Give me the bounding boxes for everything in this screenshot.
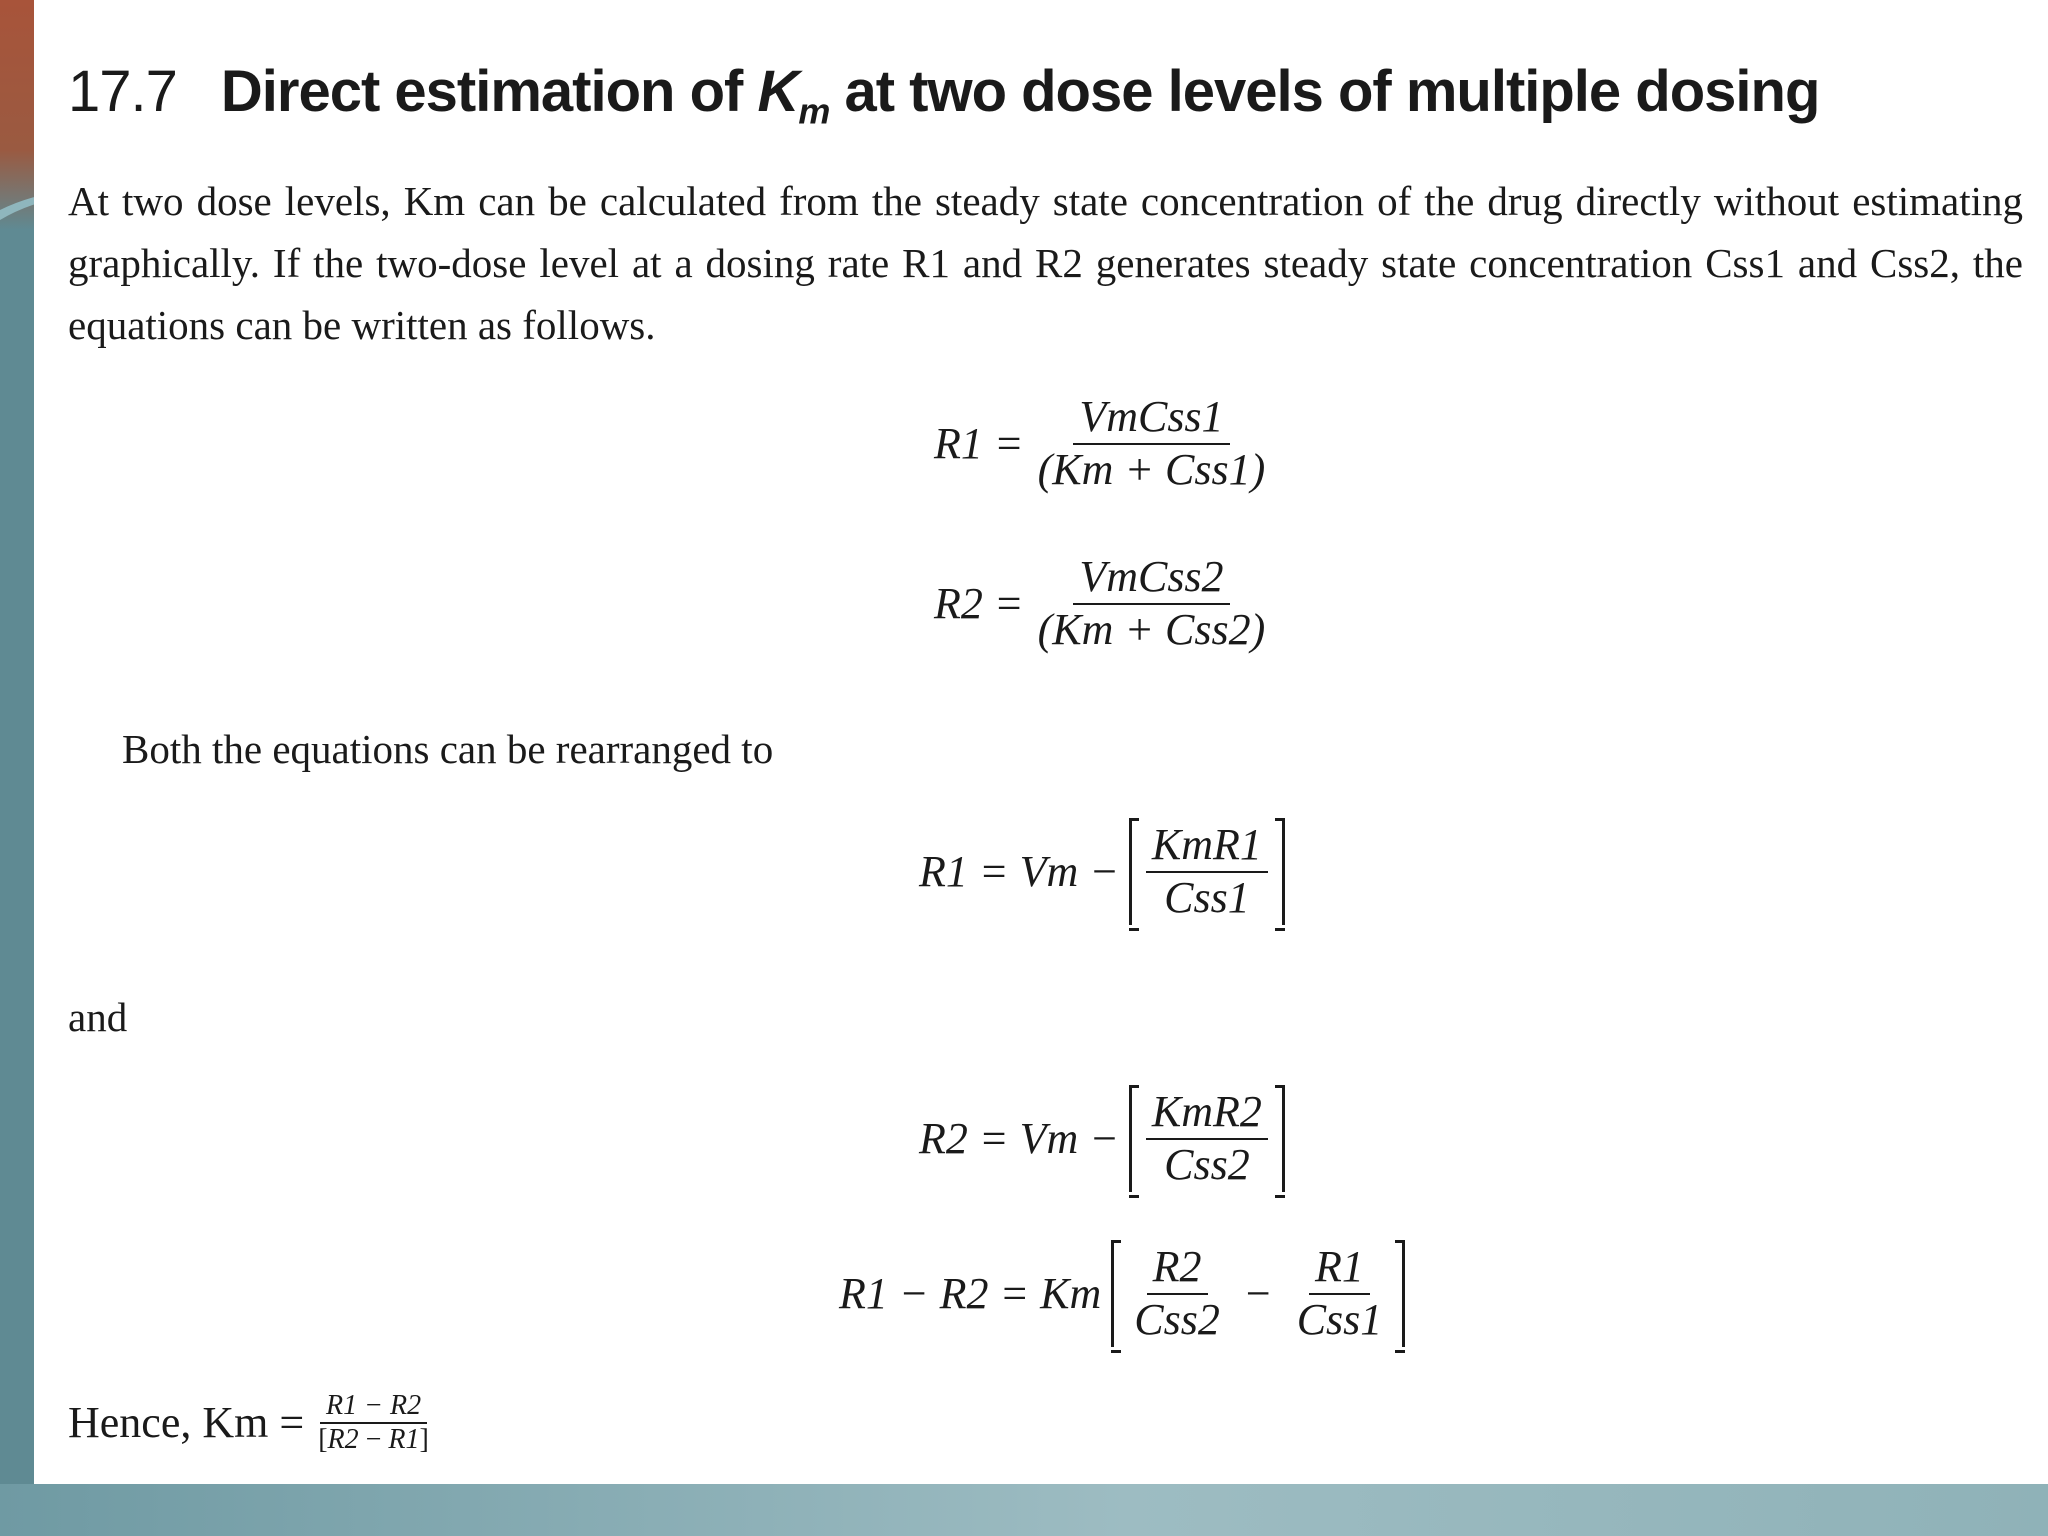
equation-fraction <box>1146 1087 1268 1190</box>
bracket-group <box>1129 1085 1285 1192</box>
fraction-denominator: [R2 − R1] <box>318 1424 429 1456</box>
fraction-numerator: KmR2 <box>1146 1087 1268 1140</box>
hence-text: Hence, Km = <box>68 1398 305 1448</box>
equation-fraction <box>1146 820 1268 923</box>
inner-numerator-b: R1 <box>388 1424 420 1456</box>
equation-fraction <box>1128 1242 1226 1345</box>
fraction-numerator: R1 <box>1309 1242 1370 1295</box>
fraction-numerator: KmR1 <box>1146 820 1268 873</box>
fraction-numerator: R1 − R2 <box>320 1390 427 1424</box>
equation-lhs: R2 = Vm − <box>919 1114 1119 1164</box>
paragraph-line-3: equations can be written as follows. <box>68 302 656 348</box>
section-title-variable <box>757 59 830 132</box>
fraction-denominator: (Km + Css1) <box>1037 444 1266 494</box>
equation-r1-rearranged <box>919 818 1285 925</box>
bracket-group <box>1129 818 1285 925</box>
equation-fraction <box>312 1390 435 1456</box>
paragraph-line-2: graphically. If the two-dose level at a dosing rate R1 and R2 generates steady state concentration Css1 and Css2, the <box>68 240 2023 286</box>
slide-footer-band <box>0 1484 2048 1536</box>
km-symbol: K <box>757 59 799 124</box>
equation-fraction <box>1032 392 1272 495</box>
equation-fraction <box>1291 1242 1389 1345</box>
fraction-denominator: Css1 <box>1164 872 1250 922</box>
section-title-prefix: Direct estimation of <box>220 59 758 124</box>
equation-r2 <box>934 552 1279 655</box>
fraction-denominator: Css2 <box>1134 1294 1220 1344</box>
paragraph-line-1: At two dose levels, Km can be calculated from the steady state concentration of the drug directly without estimating <box>68 178 2023 224</box>
fraction-denominator: (Km + Css2) <box>1037 604 1266 654</box>
fraction-denominator: Css2 <box>1164 1139 1250 1189</box>
rearranged-text: Both the equations can be rearranged to <box>122 726 774 772</box>
inner-numerator-a: R2 <box>327 1424 359 1456</box>
intro-paragraph <box>68 170 2023 356</box>
fraction-denominator: Css1 <box>1296 1294 1383 1344</box>
fraction-numerator: VmCss2 <box>1073 552 1229 605</box>
equation-difference <box>839 1240 1405 1347</box>
section-heading <box>68 58 1819 133</box>
fraction-numerator: VmCss1 <box>1073 392 1229 445</box>
equation-fraction <box>1032 552 1272 655</box>
fraction-numerator: R2 <box>1147 1242 1208 1295</box>
equation-lhs: R2 = <box>934 579 1024 629</box>
equation-lhs: R1 = <box>934 419 1024 469</box>
equation-lhs: R1 = Vm − <box>919 847 1119 897</box>
minus-sign: − <box>1245 1269 1271 1319</box>
equation-lhs: R1 − R2 = Km <box>839 1269 1102 1319</box>
bracket-group <box>1111 1240 1405 1347</box>
equation-r2-rearranged <box>919 1085 1285 1192</box>
document-image <box>34 0 2048 1484</box>
section-number: 17.7 <box>68 59 177 124</box>
section-title-suffix: at two dose levels of multiple dosing <box>829 59 1820 124</box>
and-text: and <box>68 994 128 1040</box>
km-subscript: m <box>798 90 830 132</box>
hence-equation <box>68 1390 443 1456</box>
equation-r1 <box>934 392 1279 495</box>
